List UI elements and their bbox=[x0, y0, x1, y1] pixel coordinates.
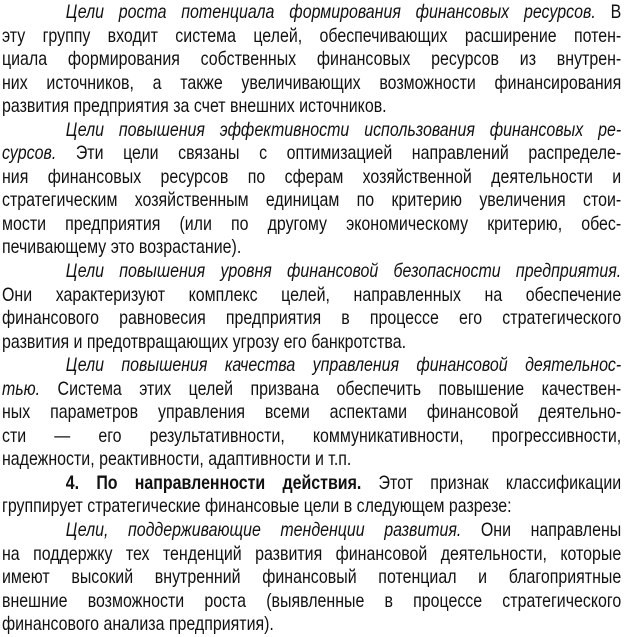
bold-heading: 4. По направленности действия. bbox=[65, 471, 362, 494]
body-text: В bbox=[595, 1, 622, 23]
body-text: печивающему это возрастание). bbox=[2, 236, 242, 259]
text-line bbox=[2, 260, 621, 284]
italic-heading: Цели повышения качества управления финансовой деятельнос- bbox=[65, 354, 622, 377]
text-line bbox=[2, 448, 621, 472]
text-line bbox=[2, 425, 621, 449]
text-line bbox=[2, 543, 621, 567]
body-text: циала формирования собственных финансовых ресурсов из внутрен- bbox=[2, 48, 622, 71]
body-text: имеют высокий внутренний финансовый потенциал и благоприятные bbox=[2, 566, 622, 589]
body-text: эту группу входит система целей, обеспечивающих расширение потен- bbox=[2, 24, 622, 47]
italic-heading: Цели роста потенциала формирования финансовых ресурсов. bbox=[65, 1, 596, 23]
body-text: них источников, а также увеличивающих возможности финансирования bbox=[2, 71, 622, 94]
body-text: Они характеризуют комплекс целей, направленных на обеспечение bbox=[2, 283, 622, 306]
text-line bbox=[2, 331, 621, 355]
text-line bbox=[2, 307, 621, 331]
body-text: финансового равновесия предприятия в процессе его стратегического bbox=[2, 307, 622, 330]
paragraph bbox=[2, 519, 621, 637]
paragraph bbox=[2, 119, 621, 260]
text-line bbox=[2, 284, 621, 308]
text-line bbox=[2, 613, 621, 637]
paragraph bbox=[2, 1, 621, 119]
text-line bbox=[2, 401, 621, 425]
text-line bbox=[2, 119, 621, 143]
text-line bbox=[2, 142, 621, 166]
text-line bbox=[2, 48, 621, 72]
text-line bbox=[2, 1, 621, 25]
body-text: развития и предотвращающих угрозу его банкротства. bbox=[2, 330, 407, 353]
body-text: стратегическим хозяйственным единицам по критерию увеличения стои- bbox=[2, 189, 622, 212]
text-line bbox=[2, 213, 621, 237]
italic-heading: сурсов. bbox=[2, 142, 57, 165]
text-line bbox=[2, 472, 621, 496]
italic-heading: тью. bbox=[2, 377, 41, 400]
body-text: мости предприятия (или по другому экономическому критерию, обес- bbox=[2, 212, 622, 235]
text-line bbox=[2, 166, 621, 190]
text-line bbox=[2, 189, 621, 213]
body-text: группирует стратегические финансовые цели в следующем разрезе: bbox=[2, 495, 512, 518]
paragraph bbox=[2, 260, 621, 354]
paragraph bbox=[2, 354, 621, 472]
text-line bbox=[2, 95, 621, 119]
body-text: финансового анализа предприятия). bbox=[2, 613, 274, 636]
body-text: Они направлены bbox=[461, 519, 622, 542]
body-text: внешние возможности роста (выявленные в процессе стратегического bbox=[2, 589, 622, 612]
text-line bbox=[2, 495, 621, 519]
text-line bbox=[2, 378, 621, 402]
italic-heading: Цели повышения эффективности использования финансовых ре- bbox=[65, 118, 622, 141]
body-text: Система этих целей призвана обеспечить повышение качествен- bbox=[40, 377, 622, 400]
paragraph bbox=[2, 472, 621, 519]
text-line bbox=[2, 590, 621, 614]
body-text: ния финансовых ресурсов по сферам хозяйственной деятельности и bbox=[2, 165, 622, 188]
body-text: развития предприятия за счет внешних источников. bbox=[2, 95, 387, 118]
document-page bbox=[2, 1, 621, 637]
text-line bbox=[2, 354, 621, 378]
body-text: ных параметров управления всеми аспектами финансовой деятельно- bbox=[2, 401, 622, 424]
body-text: надежности, реактивности, адаптивности и т.п. bbox=[2, 448, 352, 471]
italic-heading: Цели повышения уровня финансовой безопасности предприятия. bbox=[65, 260, 622, 283]
text-line bbox=[2, 236, 621, 260]
body-text: Этот признак классификации bbox=[361, 471, 622, 494]
text-line bbox=[2, 519, 621, 543]
body-text: Эти цели связаны с оптимизацией направлений распределе- bbox=[56, 142, 622, 165]
text-line bbox=[2, 72, 621, 96]
body-text: сти — его результативности, коммуникативности, прогрессивности, bbox=[2, 424, 622, 447]
italic-heading: Цели, поддерживающие тенденции развития. bbox=[65, 519, 462, 542]
text-line bbox=[2, 566, 621, 590]
body-text: на поддержку тех тенденций развития финансовой деятельности, которые bbox=[2, 542, 622, 565]
text-line bbox=[2, 25, 621, 49]
